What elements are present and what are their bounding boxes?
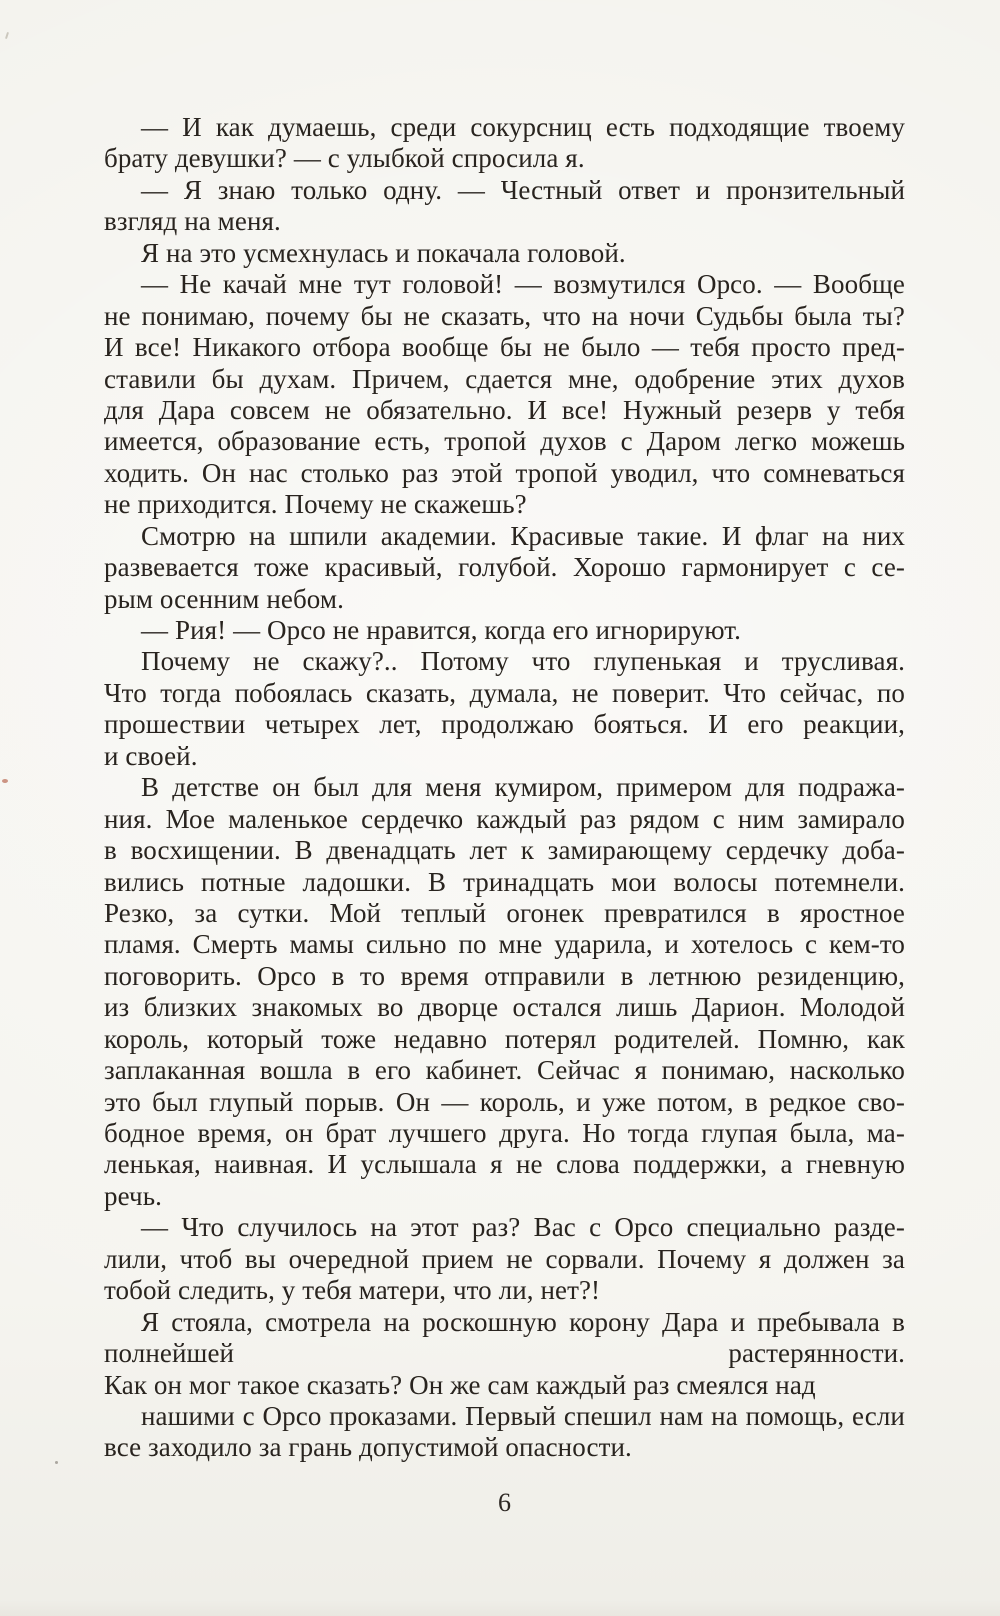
text-line: ходить. Он нас столько раз этой тропой уводил, что сомневаться: [104, 457, 905, 488]
text-line: для Дара совсем не обязательно. И все! Нужный резерв у тебя: [104, 394, 905, 425]
text-line: лили, чтоб вы очередной прием не сорвали. Почему я должен за: [104, 1243, 905, 1274]
text-line: — Рия! — Орсо не нравится, когда его игнорируют.: [141, 615, 741, 645]
text-line: ленькая, наивная. И услышала я не слова поддержки, а гневную: [104, 1149, 905, 1180]
text-line: прошествии четырех лет, продолжаю бояться. И его реакции,: [104, 709, 905, 740]
text-line: Почему не скажу?.. Потому что глупенькая и трусливая.: [141, 646, 905, 677]
text-line: бодное время, он брат лучшего друга. Но тогда глупая была, ма-: [104, 1118, 905, 1148]
text-line: не понимаю, почему бы не сказать, что на ночи Судьбы была ты?: [104, 300, 905, 331]
scan-speck: [5, 32, 9, 39]
text-line: развевается тоже красивый, голубой. Хорошо гармонирует с се-: [104, 552, 905, 583]
text-line: заплаканная вошла в его кабинет. Сейчас я понимаю, насколько: [104, 1055, 905, 1086]
text-line: Резко, за сутки. Мой теплый огонек превратился в яростное: [104, 897, 905, 928]
text-line: — Что случилось на этот раз? Вас с Орсо специально разде-: [141, 1212, 905, 1243]
page-number: 6: [498, 1488, 511, 1517]
text-line: тобой следить, у тебя матери, что ли, нет?!: [104, 1275, 601, 1306]
text-line: из близких знакомых во дворце остался лишь Дарион. Молодой: [104, 992, 905, 1023]
text-line: И все! Никакого отбора вообще бы не было — тебя просто пред-: [104, 332, 905, 363]
text-line: Как он мог такое сказать? Он же сам каждый раз смеялся над: [104, 1369, 816, 1400]
text-line: брату девушки? — с улыбкой спросила я.: [104, 143, 585, 174]
text-line: в восхищении. В двенадцать лет к замирающему сердечку доба-: [104, 835, 905, 866]
text-line: имеется, образование есть, тропой духов с Даром легко можешь: [104, 426, 905, 457]
text-line: и своей.: [104, 740, 198, 771]
text-line: речь.: [104, 1180, 162, 1211]
text-line: — Я знаю только одну. — Честный ответ и пронзительный: [141, 174, 905, 205]
text-line: Что тогда побоялась сказать, думала, не поверит. Что сейчас, по: [104, 677, 905, 708]
text-line: ния. Мое маленькое сердечко каждый раз рядом с ним замирало: [104, 803, 905, 834]
text-line: Я стояла, смотрела на роскошную корону Дара и пребывала в: [141, 1306, 905, 1337]
text-line: нашими с Орсо проказами. Первый спешил нам на помощь, если: [141, 1400, 905, 1431]
text-line: пламя. Смерть мамы сильно по мне ударила, и хотелось с кем-то: [104, 929, 905, 960]
text-line: вились потные ладошки. В тринадцать мои волосы потемнели.: [104, 866, 905, 897]
text-line: ставили бы духам. Причем, сдается мне, одобрение этих духов: [104, 363, 905, 394]
text-line: В детстве он был для меня кумиром, примером для подража-: [141, 772, 905, 803]
page-text: [104, 112, 905, 1464]
text-line: рым осенним небом.: [104, 583, 344, 614]
text-line: Я на это усмехнулась и покачала головой.: [141, 237, 626, 268]
text-line: Смотрю на шпили академии. Красивые такие. И флаг на них: [141, 520, 905, 551]
text-line: не приходится. Почему не скажешь?: [104, 489, 527, 520]
text-line: все заходило за грань допустимой опасности.: [104, 1432, 632, 1463]
text-line: это был глупый порыв. Он — король, и уже потом, в редкое сво-: [104, 1086, 905, 1117]
text-line: полнейшей растерянности.: [104, 1338, 905, 1369]
text-line: — Не качай мне тут головой! — возмутился Орсо. — Вообще: [141, 269, 905, 300]
text-line: поговорить. Орсо в то время отправили в летнюю резиденцию,: [104, 960, 905, 991]
text-line: — И как думаешь, среди сокурсниц есть подходящие твоему: [141, 112, 905, 142]
text-line: взгляд на меня.: [104, 206, 281, 237]
scan-speck: [2, 779, 8, 783]
text-line: король, который тоже недавно потерял родителей. Помню, как: [104, 1023, 905, 1054]
scan-speck: [55, 1461, 58, 1464]
